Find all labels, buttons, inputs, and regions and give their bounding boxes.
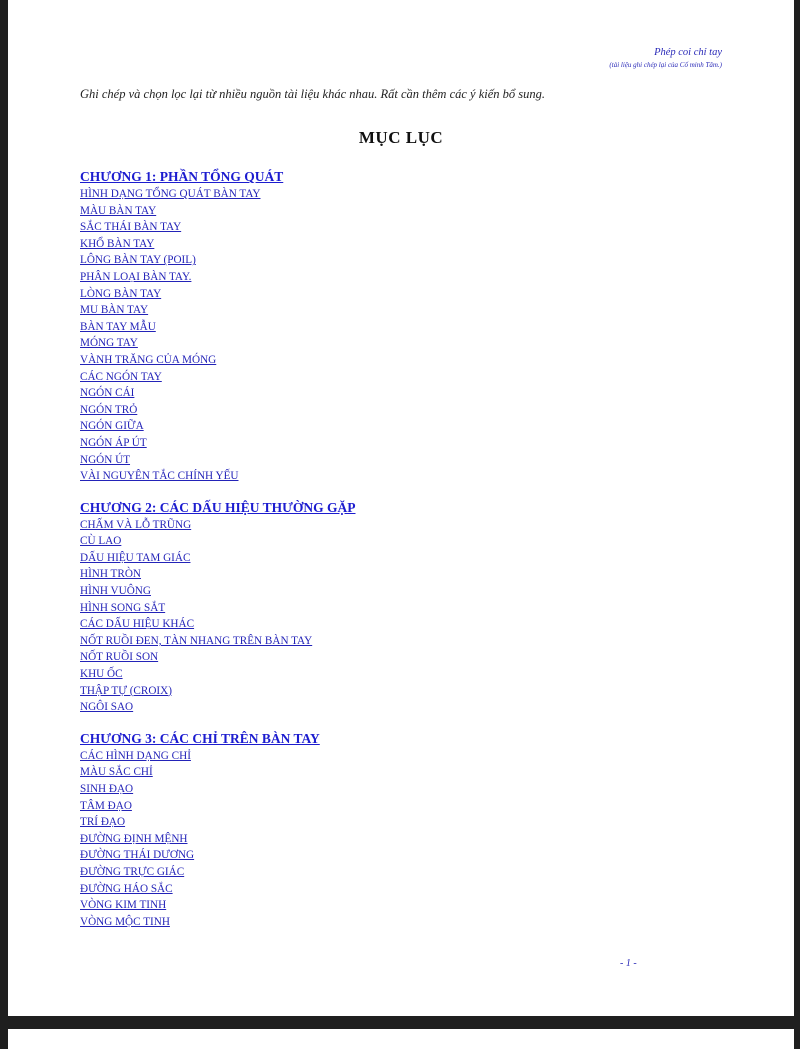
toc-link[interactable]: NGÓN GIỮA — [80, 420, 144, 433]
chapter-link[interactable]: CHƯƠNG 3: CÁC CHỈ TRÊN BÀN TAY — [80, 730, 320, 746]
toc-link[interactable]: ĐƯỜNG THÁI DƯƠNG — [80, 849, 195, 862]
toc-link[interactable]: SẮC THÁI BÀN TAY — [80, 221, 182, 234]
toc-link[interactable]: ĐƯỜNG HÁO SẮC — [80, 882, 173, 895]
toc-link[interactable]: VÀNH TRĂNG CỦA MÓNG — [80, 353, 217, 366]
toc-link[interactable]: NỐT RUỒI ĐEN, TÀN NHANG TRÊN BÀN TAY — [80, 634, 313, 647]
toc-link[interactable]: NỐT RUỒI SON — [80, 651, 159, 664]
toc-link[interactable]: TÂM ĐẠO — [80, 799, 132, 812]
intro-text: Ghi chép và chọn lọc lại từ nhiều nguồn tài liệu khác nhau. Rất cần thêm các ý kiến bổ sung. — [80, 87, 546, 101]
toc-link[interactable]: CÙ LAO — [80, 535, 122, 548]
toc-link[interactable]: LÒNG BÀN TAY — [80, 287, 162, 300]
toc-link[interactable]: PHÂN LOẠI BÀN TAY. — [80, 270, 192, 283]
toc-link[interactable]: CÁC DẤU HIỆU KHÁC — [80, 618, 195, 631]
toc-link[interactable]: VÀI NGUYÊN TẮC CHÍNH YẾU — [80, 470, 239, 483]
toc-link[interactable]: HÌNH VUÔNG — [80, 585, 151, 598]
toc-chapter — [80, 730, 356, 931]
chapter-link[interactable]: CHƯƠNG 1: PHẦN TỔNG QUÁT — [80, 169, 284, 184]
toc-link[interactable]: SINH ĐẠO — [80, 783, 134, 795]
toc-link[interactable]: ĐƯỜNG TRỰC GIÁC — [80, 865, 185, 878]
toc-link[interactable]: NGÓN TRỎ — [80, 403, 138, 416]
toc-title: MỤC LỤC — [358, 128, 444, 147]
toc-link[interactable]: MU BÀN TAY — [80, 304, 149, 317]
document-page — [8, 0, 794, 1016]
page-number: - 1 - — [620, 958, 637, 969]
toc-link[interactable]: HÌNH SONG SẮT — [80, 601, 166, 614]
toc-link[interactable]: TRÍ ĐẠO — [80, 816, 126, 829]
chapter-link[interactable]: CHƯƠNG 2: CÁC DẤU HIỆU THƯỜNG GẶP — [80, 499, 356, 515]
toc-link[interactable]: MÀU SẮC CHỈ — [80, 766, 153, 779]
toc-link[interactable]: HÌNH TRÒN — [80, 568, 142, 581]
header-subtitle: (tài liệu ghi chép lại của Cố minh Tâm.) — [609, 61, 722, 69]
toc-link[interactable]: KHU ỐC — [80, 668, 123, 681]
toc-link[interactable]: ĐƯỜNG ĐỊNH MỆNH — [80, 832, 188, 845]
toc-link[interactable]: VÒNG KIM TINH — [80, 899, 167, 912]
toc-link[interactable]: MÓNG TAY — [80, 337, 138, 350]
next-page-edge — [8, 1029, 794, 1049]
toc-link[interactable]: NGÓN ÁP ÚT — [80, 436, 147, 449]
toc-link[interactable]: DẤU HIỆU TAM GIÁC — [80, 551, 191, 564]
toc-link[interactable]: VÒNG MỘC TINH — [80, 915, 170, 928]
toc-link[interactable]: CHẤM VÀ LỖ TRŨNG — [80, 518, 192, 531]
toc-link[interactable]: THẬP TỰ (CROIX) — [80, 684, 172, 697]
toc-chapter — [80, 168, 356, 485]
toc-chapter — [80, 499, 356, 716]
toc-link[interactable]: HÌNH DẠNG TỔNG QUÁT BÀN TAY — [80, 188, 261, 200]
toc-link[interactable]: KHỔ BÀN TAY — [80, 237, 155, 250]
toc-link[interactable]: LÔNG BÀN TAY (POIL) — [80, 254, 196, 267]
header-title: Phép coi chỉ tay — [654, 47, 722, 58]
toc-link[interactable]: BÀN TAY MẪU — [80, 320, 156, 333]
table-of-contents — [80, 168, 356, 944]
toc-link[interactable]: NGÓN CÁI — [80, 387, 135, 400]
page-header — [609, 46, 722, 70]
toc-link[interactable]: CÁC HÌNH DẠNG CHỈ — [80, 749, 191, 762]
toc-link[interactable]: CÁC NGÓN TAY — [80, 370, 162, 383]
toc-link[interactable]: MÀU BÀN TAY — [80, 204, 157, 217]
toc-link[interactable]: NGÔI SAO — [80, 701, 134, 714]
toc-link[interactable]: NGÓN ÚT — [80, 453, 131, 466]
